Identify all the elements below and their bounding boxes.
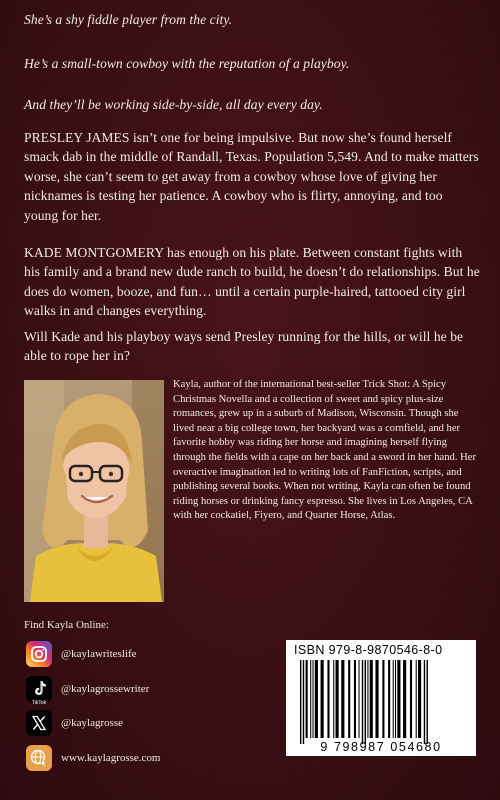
isbn-text: ISBN 979-8-9870546-8-0 (294, 643, 443, 657)
barcode-bar (300, 660, 301, 744)
tagline-hero: He’s a small-town cowboy with the reputation of a playboy. (24, 56, 350, 71)
social-instagram[interactable] (26, 641, 137, 667)
barcode-bar (382, 660, 384, 738)
tagline-heroine: She’s a shy fiddle player from the city. (24, 12, 233, 27)
barcode-bar (303, 660, 304, 744)
tagline-premise: And they’ll be working side-by-side, all day every day. (24, 97, 323, 112)
find-online-title: Find Kayla Online: (24, 619, 109, 631)
barcode-bar (367, 660, 368, 738)
tiktok-handle[interactable]: @kaylagrossewriter (61, 683, 150, 695)
barcode (286, 640, 476, 756)
barcode-bar (410, 660, 412, 738)
blurb-presley: PRESLEY JAMES isn’t one for being impulsive. But now she’s found herself smack dab in the middle of Randall, Texas. Population 5,549. And to make matters worse, she can’t seem to get away from a cowboy whose love of giving her nicknames is testing her patience. A cowboy who is flirty, annoying, and too young for her. (24, 130, 479, 223)
barcode-bar (424, 660, 425, 744)
social-tiktok[interactable] (26, 676, 150, 706)
barcode-bar (395, 660, 396, 738)
barcode-bar (362, 660, 363, 744)
tiktok-icon-caption: TikTok (31, 700, 47, 706)
barcode-bar (427, 660, 428, 744)
barcode-bar (370, 660, 373, 738)
blurb-hook: Will Kade and his playboy ways send Presley running for the hills, or will he be able to rope her in? (24, 329, 464, 364)
social-website[interactable] (26, 745, 160, 771)
social-x[interactable] (26, 710, 123, 736)
x-handle[interactable]: @kaylagrosse (61, 717, 124, 729)
barcode-bar (306, 660, 308, 738)
barcode-bar (418, 660, 421, 738)
barcode-bar (313, 660, 314, 738)
tiktok-icon (26, 676, 52, 706)
website-icon (26, 745, 52, 771)
barcode-bar (315, 660, 318, 738)
barcode-bar (348, 660, 350, 738)
barcode-bar (327, 660, 329, 738)
barcode-bar (416, 660, 417, 738)
barcode-bar (365, 660, 366, 744)
barcode-bar (354, 660, 356, 738)
isbn-barcode-box (286, 640, 476, 756)
author-photo (24, 380, 164, 602)
barcode-bar (321, 660, 324, 738)
barcode-number: 9 798987 054680 (320, 740, 442, 754)
author-portrait-illustration (24, 380, 164, 602)
blurb-kade: KADE MONTGOMERY has enough on his plate. Between constant fights with his family and a brand new dude ranch to build, he doesn’t do relationships. But he does do women, booze, and fun… until a certain purple-haired, tattooed city girl walks in and changes everything. (24, 245, 480, 319)
barcode-bar (375, 660, 378, 738)
x-icon (26, 710, 52, 736)
barcode-bar (310, 660, 311, 738)
website-link[interactable]: www.kaylagrosse.com (61, 752, 161, 764)
author-bio: Kayla, author of the international best-seller Trick Shot: A Spicy Christmas Novella and a collection of sweet and spicy plus-size romances, grew up in a suburb of Madison, Wisconsin. Though she lived near a big college town, her backyard was a cornfield, and her favorite hobby was riding her horse and imagining herself flying through the fields with a cape on her back and a sword in her hand. Her overactive imagination led to writing lots of FanFiction, scripts, and publishing several books. When not writing, Kayla can often be found riding horses or drinking fancy espresso. She lives in Los Angeles, CA with her cockatiel, Fiyero, and Quarter Horse, Atlas. (173, 379, 476, 522)
barcode-bar (403, 660, 406, 738)
instagram-handle[interactable]: @kaylawriteslife (61, 648, 137, 660)
barcode-bar (333, 660, 334, 738)
barcode-bar (393, 660, 394, 738)
barcode-bar (397, 660, 400, 738)
barcode-bar (336, 660, 339, 738)
barcode-bar (388, 660, 390, 738)
instagram-icon (26, 641, 52, 667)
barcode-bar (359, 660, 360, 738)
barcode-bar (341, 660, 344, 738)
